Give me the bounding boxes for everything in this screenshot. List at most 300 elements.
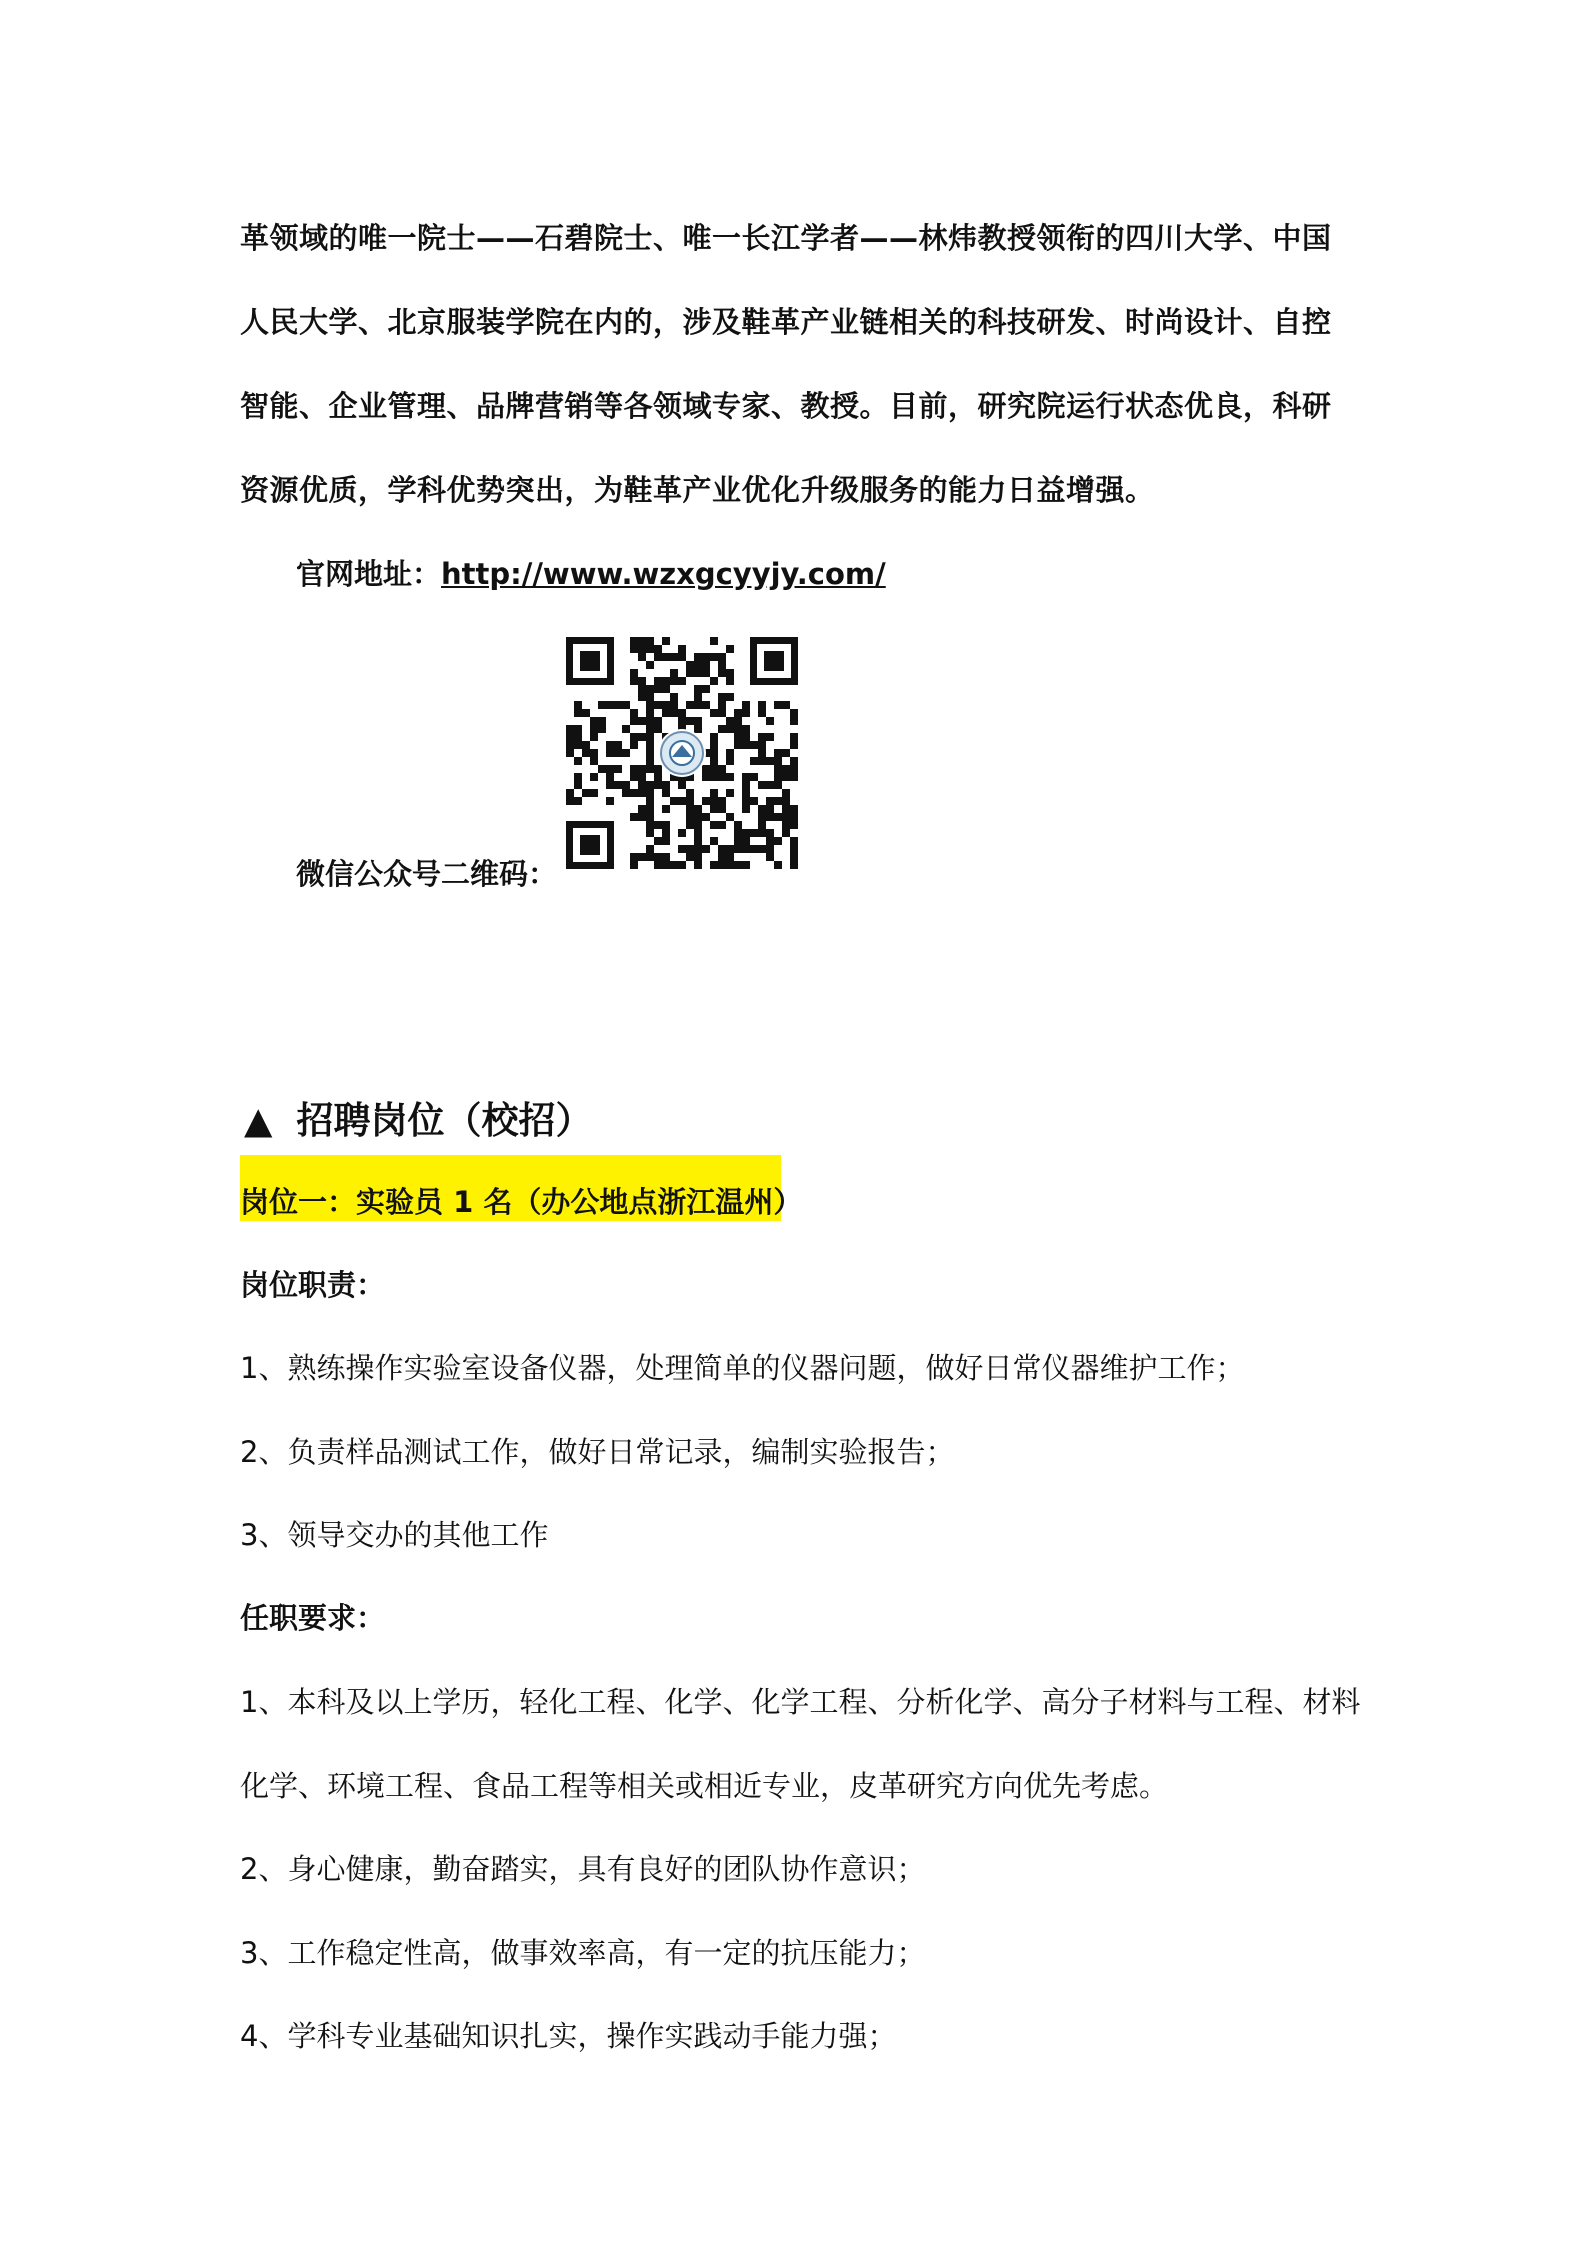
qr-module	[574, 733, 582, 741]
qr-module	[590, 773, 598, 781]
qr-module	[654, 645, 662, 653]
qr-module	[790, 717, 798, 725]
qr-module	[702, 773, 710, 781]
qr-module	[742, 797, 750, 805]
qr-module	[694, 653, 702, 661]
qr-module	[630, 669, 638, 677]
qr-module	[694, 805, 702, 813]
qr-module	[606, 781, 614, 789]
requirement-item-continued: 化学、环境工程、食品工程等相关或相近专业，皮革研究方向优先考虑。	[240, 1769, 1169, 1803]
requirements-heading: 任职要求：	[240, 1601, 386, 1635]
qr-module	[734, 821, 742, 829]
qr-module	[646, 709, 654, 717]
qr-module	[710, 653, 718, 661]
qr-module	[726, 773, 734, 781]
qr-module	[678, 645, 686, 653]
qr-module	[670, 709, 678, 717]
qr-module	[766, 757, 774, 765]
qr-module	[710, 709, 718, 717]
qr-module	[590, 789, 598, 797]
qr-module	[638, 805, 646, 813]
qr-module	[774, 781, 782, 789]
qr-module	[758, 829, 766, 837]
qr-module	[702, 653, 710, 661]
qr-module	[694, 685, 702, 693]
requirement-item: 2、身心健康，勤奋踏实，具有良好的团队协作意识；	[240, 1852, 926, 1886]
qr-module	[726, 845, 734, 853]
qr-module	[710, 773, 718, 781]
qr-module	[782, 765, 790, 773]
qr-module	[574, 781, 582, 789]
qr-module	[622, 789, 630, 797]
qr-module	[662, 781, 670, 789]
qr-module	[726, 749, 734, 757]
duty-item: 3、领导交办的其他工作	[240, 1518, 549, 1552]
qr-module	[630, 853, 638, 861]
qr-module	[638, 733, 646, 741]
website-line	[296, 552, 886, 593]
qr-module	[646, 797, 654, 805]
qr-module	[766, 717, 774, 725]
qr-module	[758, 757, 766, 765]
qr-module	[790, 709, 798, 717]
qr-module	[718, 773, 726, 781]
qr-module	[574, 797, 582, 805]
qr-module	[710, 861, 718, 869]
requirement-item: 1、本科及以上学历，轻化工程、化学、化学工程、分析化学、高分子材料与工程、材料	[240, 1685, 1361, 1719]
qr-module	[750, 757, 758, 765]
qr-module	[630, 789, 638, 797]
qr-module	[574, 701, 582, 709]
qr-module	[654, 677, 662, 685]
qr-module	[750, 845, 758, 853]
qr-module	[654, 653, 662, 661]
qr-module	[774, 749, 782, 757]
qr-module	[742, 773, 750, 781]
qr-module	[742, 733, 750, 741]
qr-module	[686, 813, 694, 821]
qr-module	[574, 741, 582, 749]
qr-module	[646, 701, 654, 709]
qr-module	[678, 709, 686, 717]
qr-module	[710, 677, 718, 685]
qr-module	[574, 709, 582, 717]
qr-module	[614, 781, 622, 789]
qr-module	[734, 845, 742, 853]
requirement-item: 4、学科专业基础知识扎实，操作实践动手能力强；	[240, 2019, 897, 2053]
qr-module	[702, 661, 710, 669]
qr-module	[670, 701, 678, 709]
qr-module	[742, 701, 750, 709]
qr-module	[638, 637, 646, 645]
qr-module	[718, 797, 726, 805]
qr-module	[734, 725, 742, 733]
qr-module	[590, 749, 598, 757]
qr-module	[678, 861, 686, 869]
qr-module	[654, 717, 662, 725]
qr-module	[654, 861, 662, 869]
qr-module	[590, 757, 598, 765]
qr-module	[766, 829, 774, 837]
website-link[interactable]: http://www.wzxgcyyjy.com/	[441, 557, 886, 591]
qr-module	[750, 741, 758, 749]
qr-module	[758, 781, 766, 789]
qr-module	[718, 653, 726, 661]
qr-module	[622, 725, 630, 733]
qr-module	[662, 837, 670, 845]
qr-module	[718, 853, 726, 861]
qr-module	[790, 837, 798, 845]
qr-module	[790, 741, 798, 749]
qr-module	[790, 853, 798, 861]
qr-module	[630, 741, 638, 749]
qr-module	[670, 797, 678, 805]
qr-module	[694, 861, 702, 869]
qr-module	[622, 701, 630, 709]
qr-module	[718, 693, 726, 701]
qr-module	[710, 637, 718, 645]
qr-module	[710, 765, 718, 773]
qr-module	[606, 741, 614, 749]
qr-module	[646, 757, 654, 765]
qr-module	[726, 717, 734, 725]
qr-module	[734, 861, 742, 869]
qr-module	[710, 741, 718, 749]
qr-module	[670, 669, 678, 677]
qr-module	[566, 733, 574, 741]
qr-module	[606, 797, 614, 805]
section-title: 招聘岗位（校招）	[296, 1099, 593, 1142]
qr-module	[630, 733, 638, 741]
qr-module	[766, 781, 774, 789]
qr-module	[710, 837, 718, 845]
qr-module	[646, 765, 654, 773]
qr-module	[782, 701, 790, 709]
qr-module	[702, 765, 710, 773]
qr-module	[646, 805, 654, 813]
qr-module	[774, 765, 782, 773]
duty-item: 2、负责样品测试工作，做好日常记录，编制实验报告；	[240, 1435, 955, 1469]
qr-module	[590, 733, 598, 741]
qr-module	[590, 725, 598, 733]
qr-module	[702, 701, 710, 709]
qr-module	[774, 757, 782, 765]
qr-module	[670, 693, 678, 701]
qr-module	[598, 701, 606, 709]
qr-module	[630, 813, 638, 821]
qr-module	[614, 765, 622, 773]
qr-module	[694, 725, 702, 733]
qr-module	[734, 733, 742, 741]
qr-module	[598, 765, 606, 773]
qr-module	[614, 749, 622, 757]
qr-module	[686, 805, 694, 813]
qr-module	[726, 677, 734, 685]
qr-module	[742, 781, 750, 789]
qr-module	[742, 829, 750, 837]
qr-module	[710, 733, 718, 741]
qr-module	[758, 741, 766, 749]
qr-module	[718, 821, 726, 829]
qr-module	[654, 701, 662, 709]
qr-module	[566, 741, 574, 749]
qr-module	[686, 717, 694, 725]
qr-module	[790, 821, 798, 829]
qr-module	[718, 709, 726, 717]
qr-module	[790, 813, 798, 821]
qr-finder-bottom-left	[566, 821, 614, 869]
qr-module	[694, 717, 702, 725]
wechat-qr-code	[562, 633, 802, 873]
qr-module	[646, 717, 654, 725]
qr-module	[790, 765, 798, 773]
qr-module	[638, 781, 646, 789]
qr-module	[734, 741, 742, 749]
qr-module	[758, 709, 766, 717]
qr-module	[718, 701, 726, 709]
qr-module	[742, 845, 750, 853]
qr-module	[630, 677, 638, 685]
qr-module	[630, 637, 638, 645]
qr-module	[646, 789, 654, 797]
qr-module	[742, 837, 750, 845]
qr-module	[646, 749, 654, 757]
qr-module	[694, 837, 702, 845]
qr-module	[654, 725, 662, 733]
qr-module	[742, 861, 750, 869]
qr-module	[718, 845, 726, 853]
qr-module	[662, 789, 670, 797]
qr-module	[686, 701, 694, 709]
qr-module	[782, 773, 790, 781]
qr-module	[630, 765, 638, 773]
qr-module	[638, 773, 646, 781]
qr-module	[646, 813, 654, 821]
qr-module	[734, 717, 742, 725]
qr-module	[630, 709, 638, 717]
qr-module	[694, 701, 702, 709]
qr-module	[566, 749, 574, 757]
qr-module	[566, 725, 574, 733]
qr-module	[662, 677, 670, 685]
qr-module	[654, 765, 662, 773]
qr-module	[646, 829, 654, 837]
qr-module	[678, 677, 686, 685]
qr-module	[630, 773, 638, 781]
qr-module	[758, 813, 766, 821]
qr-module	[766, 733, 774, 741]
qr-module	[742, 789, 750, 797]
qr-module	[662, 709, 670, 717]
qr-module	[686, 789, 694, 797]
qr-module	[606, 765, 614, 773]
qr-module	[646, 685, 654, 693]
qr-module	[766, 837, 774, 845]
qr-module	[614, 701, 622, 709]
qr-module	[662, 685, 670, 693]
qr-module	[638, 813, 646, 821]
qr-module	[726, 861, 734, 869]
qr-module	[694, 829, 702, 837]
qr-module	[774, 773, 782, 781]
qr-module	[790, 861, 798, 869]
qr-module	[630, 717, 638, 725]
qr-module	[710, 797, 718, 805]
qr-module	[670, 653, 678, 661]
qr-module	[766, 813, 774, 821]
qr-module	[718, 765, 726, 773]
qr-module	[702, 685, 710, 693]
qr-module	[566, 789, 574, 797]
qr-module	[662, 805, 670, 813]
qr-module	[710, 749, 718, 757]
qr-module	[702, 669, 710, 677]
requirement-item: 3、工作稳定性高，做事效率高，有一定的抗压能力；	[240, 1936, 926, 1970]
qr-module	[694, 813, 702, 821]
qr-module	[662, 701, 670, 709]
qr-module	[646, 853, 654, 861]
qr-module	[662, 829, 670, 837]
qr-module	[694, 693, 702, 701]
qr-module	[662, 861, 670, 869]
qr-module	[574, 725, 582, 733]
qr-module	[654, 837, 662, 845]
qr-module	[774, 797, 782, 805]
qr-module	[686, 797, 694, 805]
qr-module	[582, 709, 590, 717]
intro-paragraph: 革领域的唯一院士——石碧院士、唯一长江学者——林炜教授领衔的四川大学、中国人民大学、北京服装学院在内的，涉及鞋革产业链相关的科技研发、时尚设计、自控智能、企业管理、品牌营销等各领域专家、教授。目前，研究院运行状态优良，科研资源优质，学科优势突出，为鞋革产业优化升级服务的能力日益增强。	[240, 221, 1332, 507]
qr-module	[734, 829, 742, 837]
qr-module	[638, 765, 646, 773]
qr-module	[574, 773, 582, 781]
qr-module	[734, 837, 742, 845]
qr-code-icon	[562, 633, 802, 873]
qr-module	[726, 813, 734, 821]
qr-module	[638, 693, 646, 701]
qr-module	[758, 805, 766, 813]
qr-module	[670, 677, 678, 685]
duties-heading: 岗位职责：	[240, 1268, 386, 1302]
qr-module	[614, 741, 622, 749]
qr-finder-top-left	[566, 637, 614, 685]
qr-module	[774, 861, 782, 869]
qr-module	[646, 661, 654, 669]
qr-module	[774, 701, 782, 709]
website-label: 官网地址：	[296, 557, 442, 591]
qr-module	[710, 757, 718, 765]
qr-module	[638, 717, 646, 725]
qr-module	[606, 701, 614, 709]
qr-module	[654, 773, 662, 781]
qr-module	[606, 749, 614, 757]
qr-module	[742, 725, 750, 733]
qr-module	[782, 813, 790, 821]
qr-module	[710, 805, 718, 813]
qr-module	[766, 845, 774, 853]
qr-module	[654, 821, 662, 829]
qr-module	[654, 853, 662, 861]
qr-module	[582, 789, 590, 797]
qr-module	[790, 773, 798, 781]
qr-module	[750, 829, 758, 837]
qr-module	[766, 853, 774, 861]
qr-module	[574, 757, 582, 765]
qr-module	[694, 853, 702, 861]
qr-module	[638, 653, 646, 661]
qr-module	[750, 773, 758, 781]
qr-module	[694, 669, 702, 677]
qr-module	[638, 789, 646, 797]
qr-module	[582, 749, 590, 757]
qr-module	[790, 805, 798, 813]
qr-module	[734, 709, 742, 717]
qr-module	[726, 669, 734, 677]
qr-module	[758, 845, 766, 853]
qr-module	[598, 717, 606, 725]
qr-module	[686, 669, 694, 677]
qr-module	[686, 853, 694, 861]
qr-module	[758, 733, 766, 741]
qr-module	[782, 805, 790, 813]
qr-module	[678, 829, 686, 837]
qr-module	[638, 853, 646, 861]
qr-module	[726, 757, 734, 765]
section-heading	[244, 1090, 592, 1144]
qr-module	[742, 741, 750, 749]
qr-module	[758, 749, 766, 757]
qr-module	[718, 669, 726, 677]
qr-module	[726, 725, 734, 733]
qr-module	[694, 821, 702, 829]
qr-module	[646, 781, 654, 789]
qr-module	[622, 749, 630, 757]
qr-module	[782, 821, 790, 829]
qr-module	[782, 829, 790, 837]
qr-module	[718, 725, 726, 733]
qr-module	[646, 741, 654, 749]
qr-module	[686, 821, 694, 829]
qr-module	[702, 845, 710, 853]
position-title: 岗位一：实验员 1 名（办公地点浙江温州）	[240, 1185, 803, 1219]
qr-module	[686, 845, 694, 853]
qr-module	[710, 821, 718, 829]
qr-module	[678, 781, 686, 789]
qr-module	[670, 861, 678, 869]
qr-module	[782, 789, 790, 797]
qr-module	[694, 845, 702, 853]
qr-finder-top-right	[750, 637, 798, 685]
qr-module	[790, 845, 798, 853]
qr-module	[750, 797, 758, 805]
qr-module	[630, 645, 638, 653]
qr-module	[726, 853, 734, 861]
qr-module	[702, 813, 710, 821]
qr-module	[678, 653, 686, 661]
qr-module	[774, 813, 782, 821]
qr-module	[758, 821, 766, 829]
qr-module	[710, 789, 718, 797]
qr-module	[790, 733, 798, 741]
qr-module	[726, 789, 734, 797]
triangle-icon: ▲	[244, 1099, 273, 1142]
qr-module	[726, 693, 734, 701]
qr-module	[646, 693, 654, 701]
qr-module	[686, 661, 694, 669]
qr-module	[662, 821, 670, 829]
qr-module	[646, 645, 654, 653]
qr-module	[582, 741, 590, 749]
qr-module	[646, 845, 654, 853]
